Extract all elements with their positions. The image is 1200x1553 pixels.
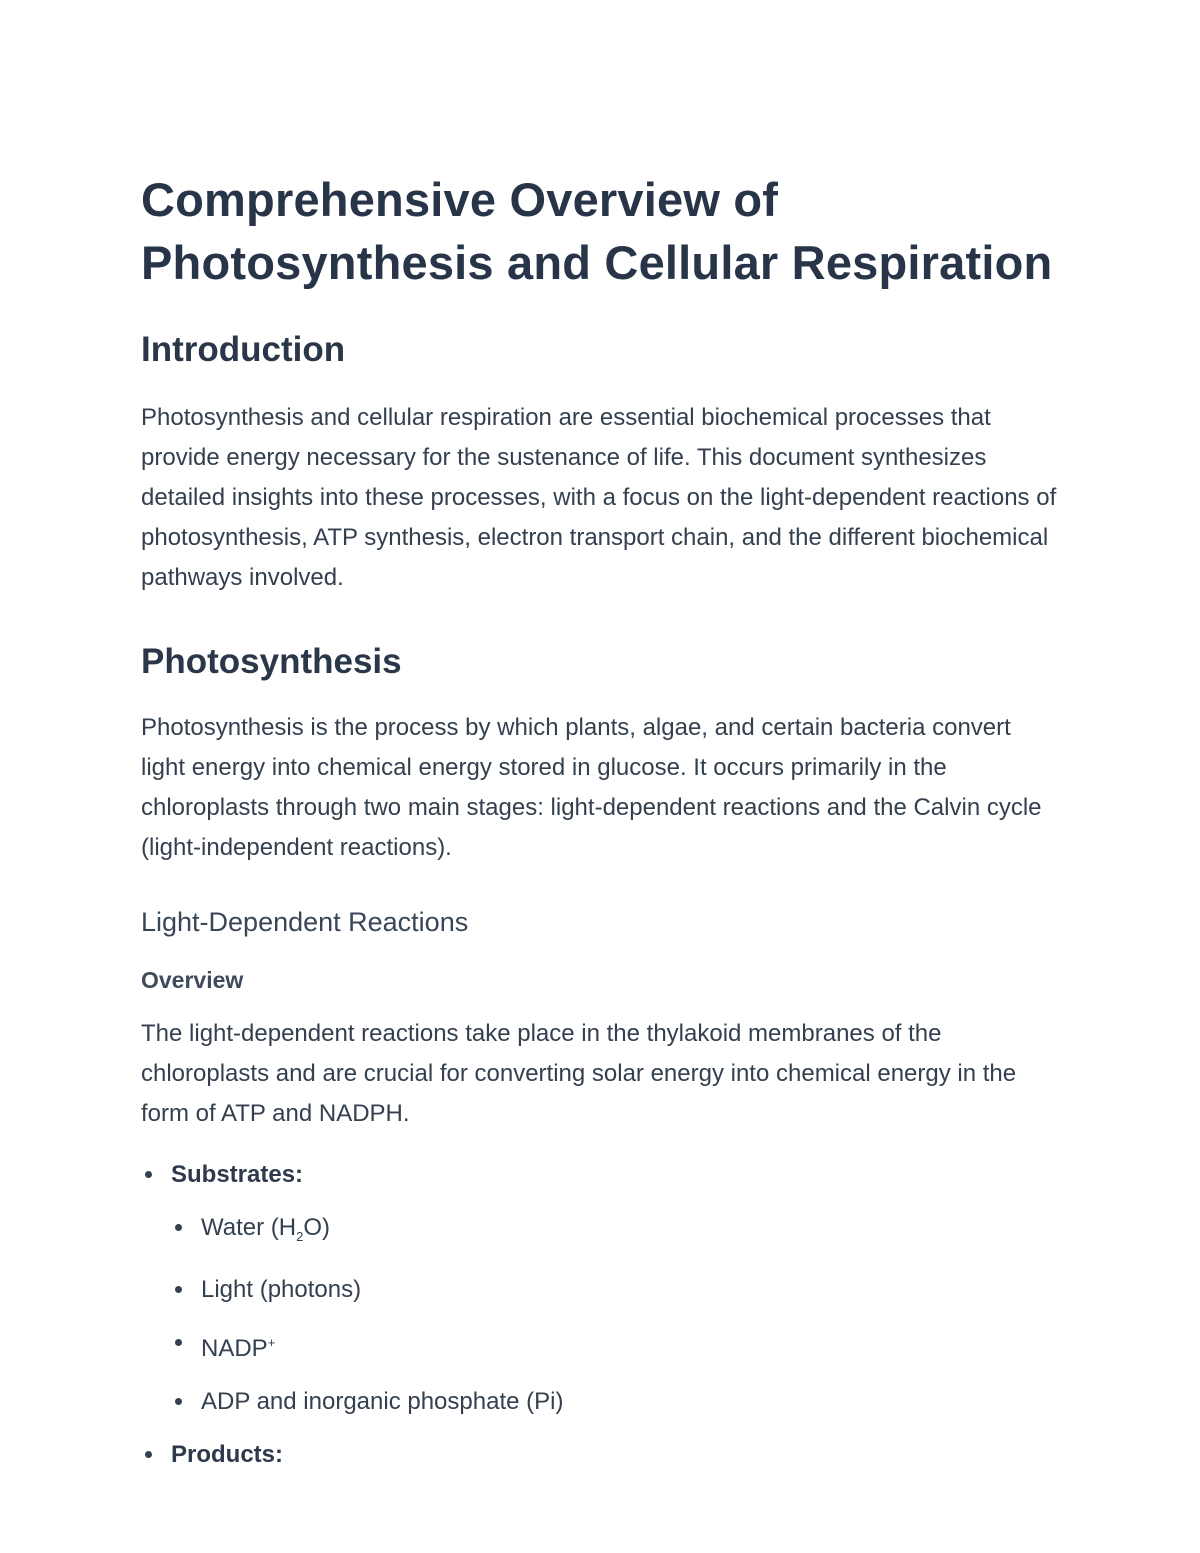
list-item-nadp (171, 1316, 1060, 1375)
photosynthesis-paragraph: Photosynthesis is the process by which plants, algae, and certain bacteria convert light energy into chemical energy stored in glucose. It occurs primarily in the chloroplasts through two main stages: light-dependent reactions and the Calvin cycle (light-independent reactions). (141, 714, 1042, 861)
substrates-list (171, 1201, 1060, 1428)
reaction-components-list (141, 1148, 1060, 1481)
document-title-line-1: Comprehensive Overview of (141, 173, 779, 226)
adp-text: ADP and inorganic phosphate (Pi) (201, 1387, 564, 1415)
overview-heading: Overview (141, 967, 244, 993)
introduction-heading: Introduction (141, 330, 346, 369)
overview-paragraph: The light-dependent reactions take place in the thylakoid membranes of the chloroplasts and are crucial for converting solar energy into chemical energy in the form of ATP and NADPH. (141, 1020, 1017, 1127)
photosynthesis-heading: Photosynthesis (141, 642, 402, 681)
light-dependent-reactions-heading: Light-Dependent Reactions (141, 907, 469, 937)
introduction-paragraph: Photosynthesis and cellular respiration are essential biochemical processes that provide energy necessary for the sustenance of life. This document synthesizes detailed insights into these processes, with a focus on the light-dependent reactions of photosynthesis, ATP synthesis, electron transport chain, and the different biochemical pathways involved. (141, 404, 1057, 591)
products-label: Products: (171, 1440, 284, 1468)
list-item-light (171, 1263, 1060, 1316)
list-item-adp (171, 1375, 1060, 1428)
nadp-superscript: + (267, 1334, 276, 1350)
list-item-substrates (141, 1148, 1060, 1428)
list-item-products (141, 1428, 1060, 1481)
water-suffix: O) (303, 1214, 331, 1241)
document-title (141, 168, 1060, 294)
document-title-line-2: Photosynthesis and Cellular Respiration (141, 236, 1053, 289)
light-text: Light (photons) (201, 1275, 362, 1303)
list-item-water (171, 1201, 1060, 1263)
water-subscript: 2 (296, 1228, 304, 1244)
nadp-text: NADP (201, 1334, 268, 1362)
substrates-label: Substrates: (171, 1161, 304, 1188)
water-prefix: Water (H (201, 1214, 297, 1241)
